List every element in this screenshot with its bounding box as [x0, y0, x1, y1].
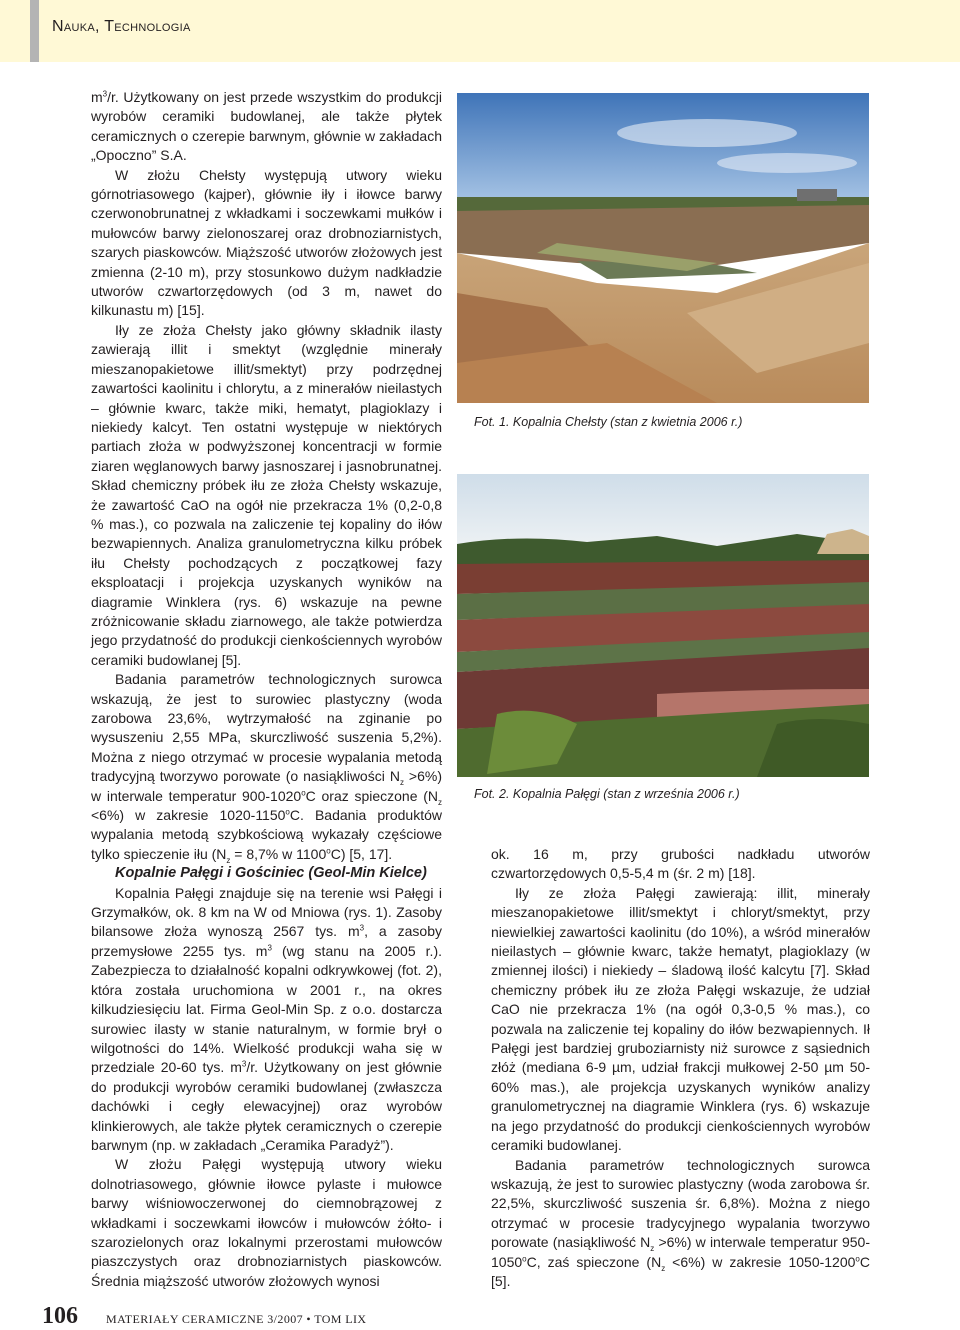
photo-chelsty-quarry: [457, 93, 869, 403]
left-paragraph-4: Badania parametrów technologicznych surowca wskazują, że jest to surowiec plastyczny (woda zarobowa 23,6%, wytrzymałość na zginanie po wysuszeniu 2,55 MPa, skurczliwość suszenia 5,2%). Można z niego otrzymać w procesie wypalania metodą tradycyjną tworzywo porowate (o nasiąkliwości $N_z >6\%$) w interwale temperatur 900-1020$^o$C oraz spieczone $(N_z <6\%)$ w zakresie 1020-1150$^o$C. Badania produktów wypalania metodą szybkościową wykazały częściowe tylko spieczenie iłu ($N_z = 8,7\%$ w 1100$^o$C) [5, 17].: [91, 671, 443, 865]
left-paragraph-3: Iły ze złoża Chełsty jako główny składnik ilasty zawierają illit i smektyt (względnie minerały mieszanopakietowe illit/smektyt) przy podrzędnej zawartości kaolinitu i chlorytu, a z minerałów nieilastych – głównie kwarc, także miki, hematyt, plagioklazy i niekiedy kalcyt. Ten ostatni występuje w niektórych partiach złoża w podwyższonej koncentracji w formie ziaren węglanowych barwy jasnoszarej i jasnobrunatnej. Skład chemiczny próbek iłu ze złoża Chełsty wskazuje, że zawartość CaO na ogół nie przekracza 1% (0,2-0,8 % mas.), co pozwala na zaliczenie tej kopaliny do iłów bezwapiennych. Analiza granulometryczna kilku próbek iłu Chełsty pochodzących z początkowej fazy eksploatacji i projekcja uzyskanych wyników na diagramie Winklera (rys. 6) wskazuje na pewne zróżnicowanie składu ziarnowego, ale także potwierdza jego przydatność do produkcji cienkościennych wyrobów ceramiki budowlanej [5].: [91, 321, 442, 668]
left-paragraph-1: $m^3/r$. Użytkowany on jest przede wszystkim do produkcji wyrobów ceramiki budowlanej, ale także płytek ceramicznych o czerepie barwnym, głównie w zakładach „Opoczno” S.A.: [91, 89, 442, 164]
photo-1-caption: Fot. 1. Kopalnia Chełsty (stan z kwietnia 2006 r.): [474, 415, 743, 429]
left-paragraph-5: Kopalnia Pałęgi znajduje się na terenie wsi Pałęgi i Grzymałków, ok. 8 km na W od Mniowa (rys. 1). Zasoby bilansowe złoża wynoszą 2567 tys. $m^3$, a zasoby przemysłowe 2255 tys. $m^3$ (wg stanu na 2005 r.). Zabezpiecza to działalność kopalni odkrywkowej (fot. 2), która została uruchomiona w 2001 r., na okres kilkudziesięciu lat. Firma Geol-Min Sp. z o.o. dostarcza surowiec ilasty w stanie naturalnym, w formie brył o wilgotności do 14%. Wielkość produkcji waha się w przedziale 20-60 tys. $m^3/r$. Użytkowany on jest głównie do produkcji wyrobów ceramiki budowlanej (zwłaszcza dachówki i cegły elewacyjnej) oraz wyrobów klinkierowych, ale także płytek ceramicznych o czerepie barwnym (np. w zakładach „Ceramika Paradyż”).: [91, 884, 443, 1153]
photo-chelsty-image: [457, 93, 869, 403]
left-text-column: [91, 88, 442, 1291]
right-paragraph-1: ok. 16 m, przy grubości nadkładu utworów czwartorzędowych 0,5-5,4 m (śr. 2 m) [18].: [491, 846, 870, 882]
right-text-column: [491, 845, 870, 1291]
left-paragraph-2: W złożu Chełsty występują utwory wieku górnotriasowego (kajper), głównie iły i iłowce barwy czerwonobrunatnej z wkładkami i soczewkami mułków i mułowców barwy zielonoszarej oraz drobnoziarnistych, szarych piaskowców. Miąższość utworów złożowych jest zmienna (2-10 m), przy stosunkowo dużym nadkładzie utworów czwartorzędowych (od 3 m, nawet do kilkunastu m) [15].: [91, 166, 442, 319]
photo-2-caption: Fot. 2. Kopalnia Pałęgi (stan z września 2006 r.): [474, 787, 740, 801]
right-paragraph-3: Badania parametrów technologicznych surowca wskazują, że jest to surowiec plastyczny (woda zarobowa śr. 22,5%, skurczliwość suszenia śr. 6,8%). Można z niego otrzymać w procesie tradycyjnego wypalania tworzywo porowate (nasiąkliwość $N_z >6\%$) w interwale temperatur 950-1050$^o$C, zaś spieczone $(N_z <6\%)$ w zakresie 1050-1200$^o$C [5].: [491, 1156, 871, 1289]
header-stripe: [30, 0, 39, 62]
left-paragraph-6: W złożu Pałęgi występują utwory wieku dolnotriasowego, głównie iłowce pylaste i mułowce barwy wiśniowoczerwonej do ciemnobrązowej z wkładkami i soczewkami iłowców i mułowców żółto- i szarozielonych oraz lokalnymi przerostami mułowców piaszczystych oraz drobnoziarnistych piaskowców. Średnia miąższość utworów złożowych wynosi: [91, 1156, 442, 1289]
section-heading: Kopalnie Pałęgi i Gościniec (Geol-Min Kielce): [115, 865, 427, 882]
section-title: Nauka, Technologia: [52, 18, 191, 35]
photo-palegi-quarry: [457, 474, 869, 777]
page-number: 106: [42, 1303, 78, 1329]
photo-palegi-image: [457, 474, 869, 777]
right-paragraph-2: Iły ze złoża Pałęgi zawierają: illit, minerały mieszanopakietowe illit/smektyt i chloryt/smektyt, przy niewielkiej zawartości kaolinitu (do 10%), a wśród minerałów nieilastych – głównie kwarc, także hematyt, plagioklazy (w zmiennej ilości) i niekiedy – śladową ilość kalcytu [7]. Skład chemiczny próbek iłu ze złoża Pałęgi wskazuje, że udział CaO nie przekracza 1% (na ogół 0,3-0,5 % mas.), co pozwala na zaliczenie tej kopaliny do iłów bezwapiennych. Ił Pałęgi jest bardziej gruboziarnisty niż surowce z sąsiednich złóż (mediana 6-9 µm, udział frakcji mułkowej 2-50 µm 50-60% mas.), ale projekcja uzyskanych wyników analizy granulometrycznej na diagramie Winklera (rys. 6) wskazuje na jego przydatność do produkcji cienkościennych wyrobów ceramiki budowlanej.: [491, 884, 870, 1154]
journal-footer: MATERIAŁY CERAMICZNE 3/2007 • TOM LIX: [106, 1312, 367, 1326]
